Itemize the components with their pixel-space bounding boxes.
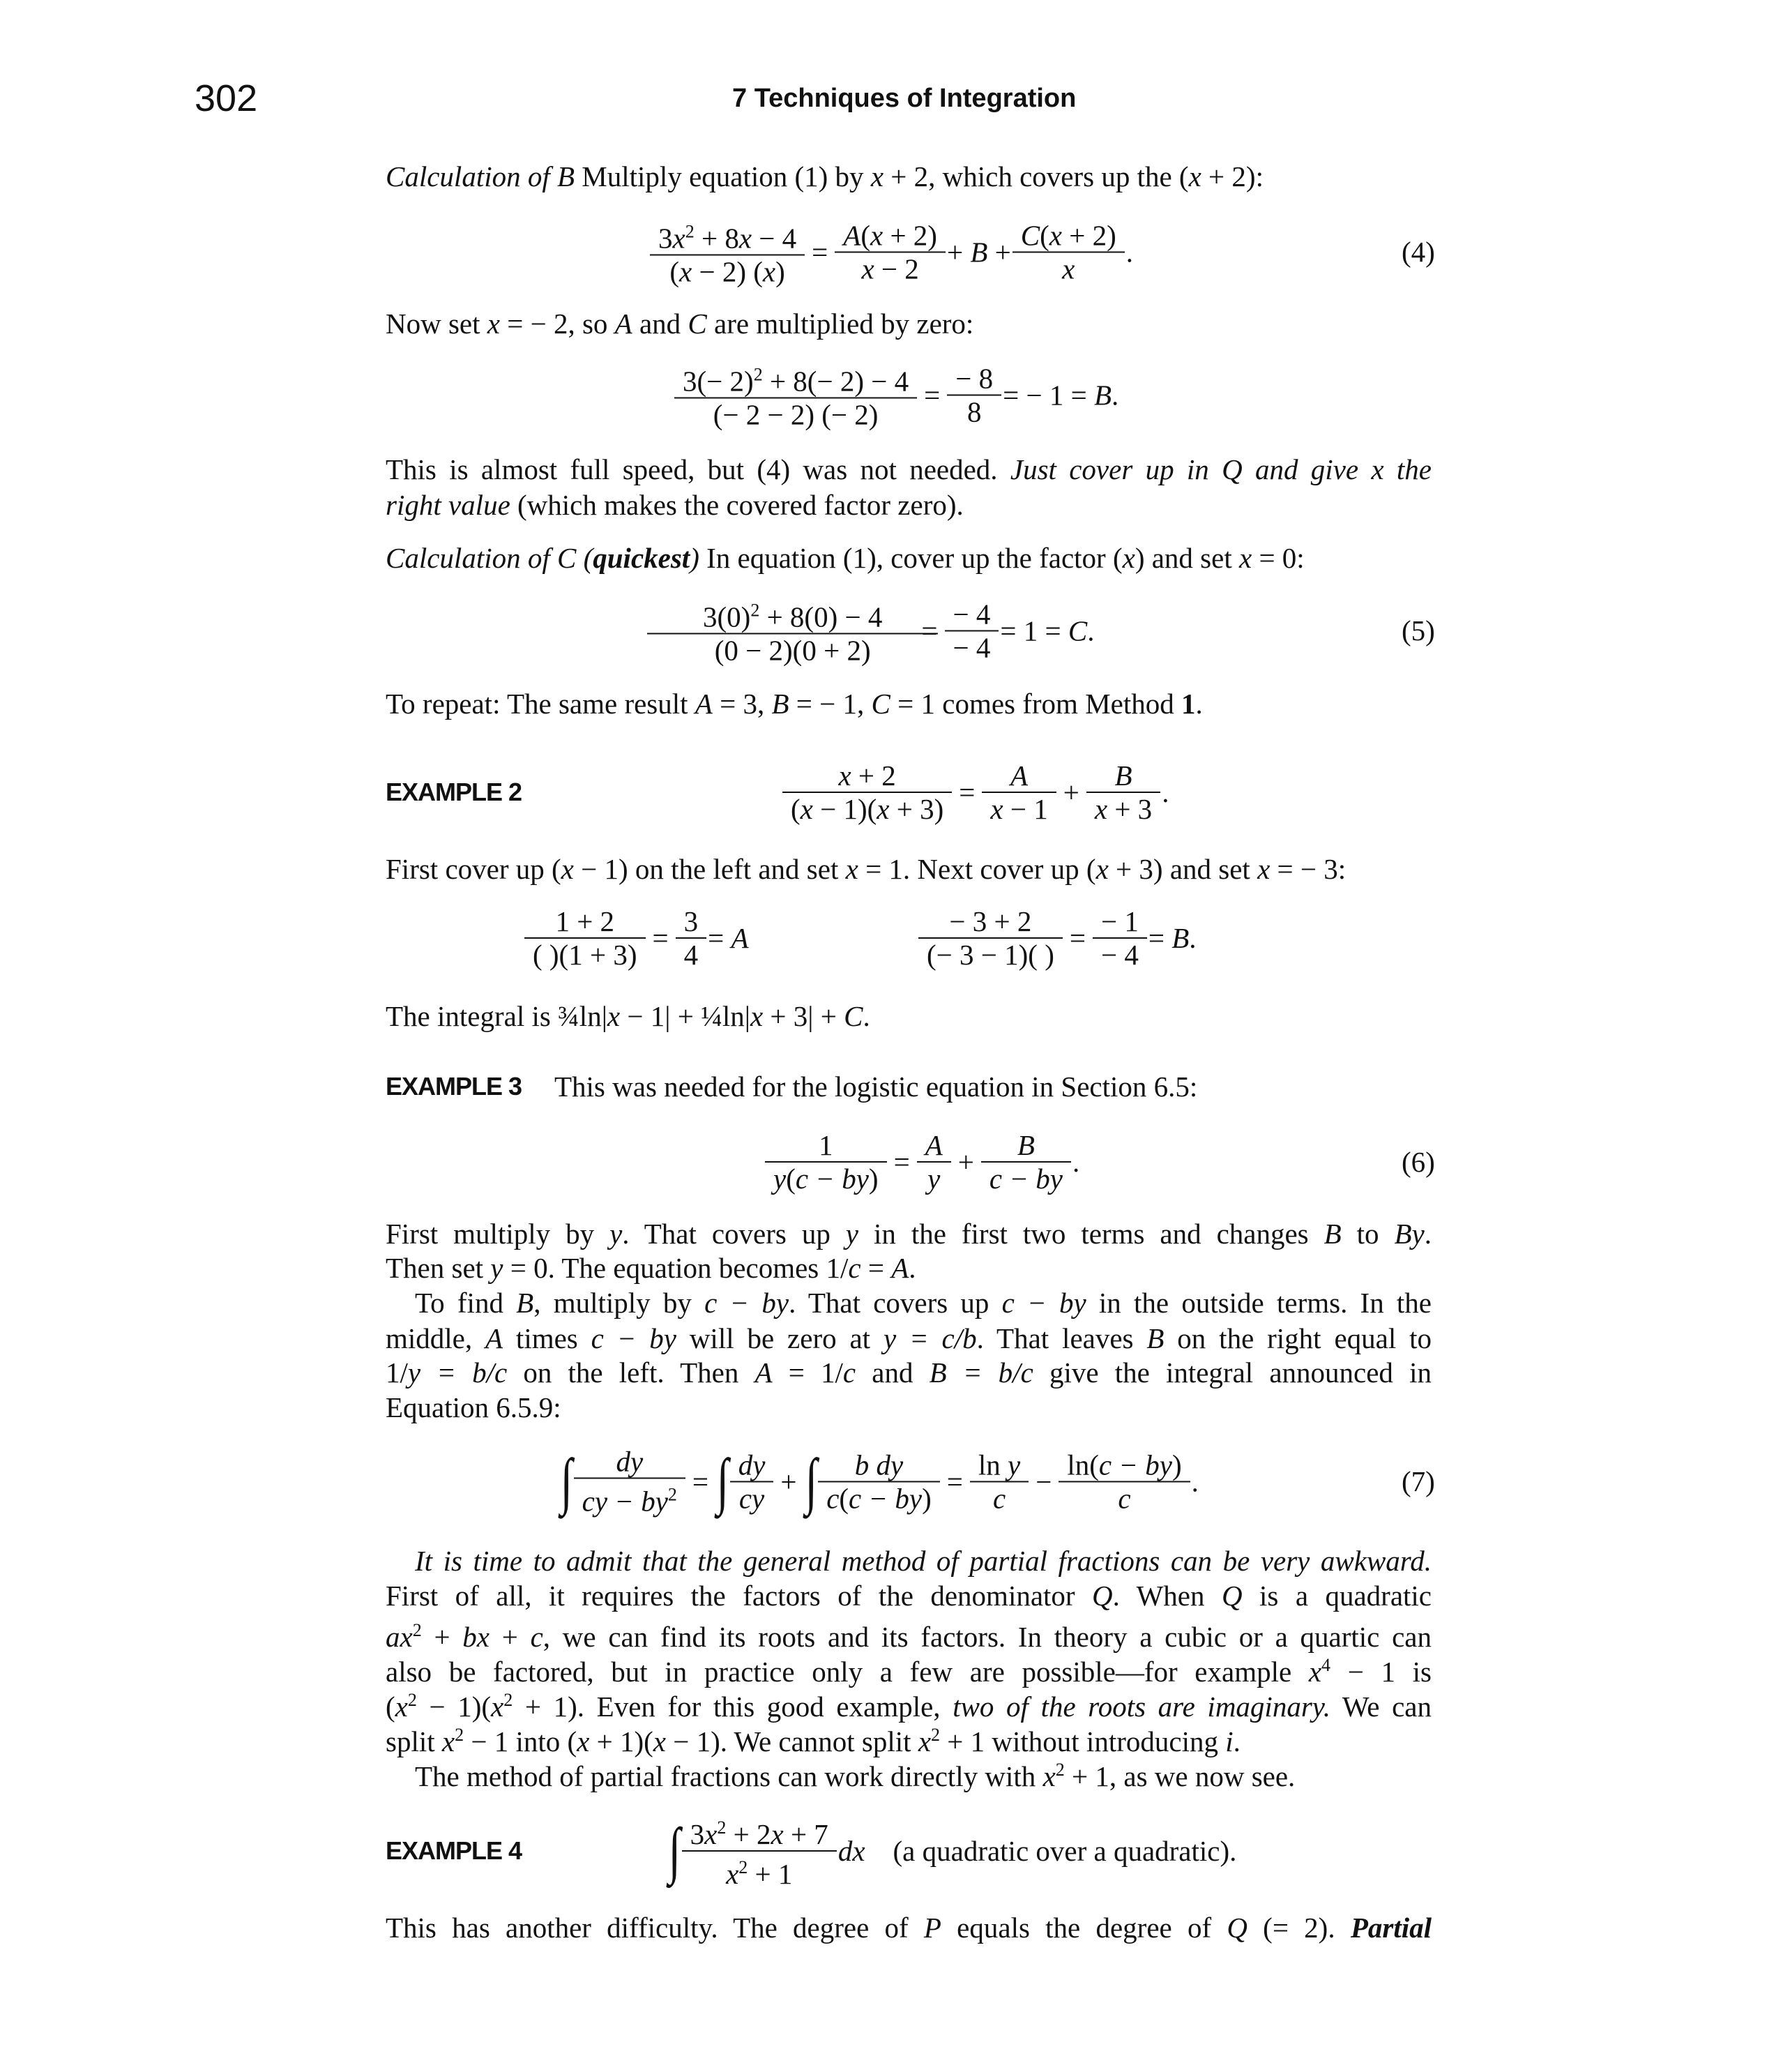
- text-run: middle,: [386, 1322, 485, 1354]
- text-run: two of the roots are imaginary.: [953, 1691, 1330, 1723]
- text-run: x: [1094, 793, 1108, 825]
- text-run: c: [1118, 1482, 1131, 1514]
- text-run: + 3): [889, 793, 944, 825]
- text-run: y: [1008, 1449, 1021, 1481]
- text-run: dx: [837, 1835, 865, 1867]
- text-run: 2: [407, 1690, 417, 1710]
- text-run: bx: [462, 1621, 490, 1653]
- text-run: are multiplied by zero:: [706, 308, 974, 340]
- text-run: y: [845, 1218, 858, 1250]
- equation-number: (5): [1402, 614, 1435, 646]
- text-run: A: [754, 1356, 773, 1389]
- text-run: c − by: [849, 1482, 923, 1514]
- text-run: x: [1095, 853, 1109, 885]
- text-run: This was needed for the logistic equation in Section 6.5:: [554, 1071, 1198, 1103]
- text-run: 1/: [386, 1356, 408, 1389]
- text-run: (− 3 − 1)( ): [927, 939, 1054, 971]
- text-run: + 1). Even for this good example,: [513, 1691, 953, 1723]
- text-run: c: [848, 1252, 861, 1284]
- text-run: x: [1042, 1760, 1056, 1792]
- text-run: − 1 into (: [464, 1725, 577, 1757]
- text-run: 2: [455, 1725, 464, 1745]
- text-run: x: [679, 255, 692, 288]
- equation-4: $\frac{3x^2 + 8x - 4}{(x - 2) (x)}$ = $\frac{A(x + 2)}{x - 2}$ + B + $\frac{C(x + 2)}{x}$ .: [649, 216, 1133, 288]
- text-run: = 0:: [1252, 542, 1305, 574]
- text-run: cy: [738, 1482, 765, 1514]
- text-run: in the first two terms and changes: [858, 1218, 1324, 1250]
- text-run: B: [1114, 759, 1132, 792]
- text-run: + 3) and set: [1108, 853, 1258, 885]
- text-run: First multiply by: [386, 1218, 610, 1250]
- text-line: [554, 1069, 1391, 1104]
- text-run: + 8(0) − 4: [759, 600, 883, 633]
- text-run: = 1 comes from Method: [890, 688, 1181, 720]
- text-run: Calculation of B: [386, 160, 575, 192]
- text-run: x: [870, 160, 884, 192]
- text-run: A: [614, 308, 632, 340]
- text-run: = − 2, so: [499, 308, 615, 340]
- text-run: C: [844, 1000, 863, 1032]
- text-run: = − 3:: [1270, 853, 1347, 885]
- text-run: To repeat: The same result: [386, 688, 695, 720]
- text-run: c − by: [1001, 1287, 1086, 1319]
- text-line: [415, 1285, 1432, 1320]
- text-run: x: [762, 255, 776, 288]
- text-run: y: [927, 1163, 941, 1195]
- text-run: C: [871, 688, 890, 720]
- text-run: c − by: [1098, 1449, 1172, 1481]
- text-run: 8: [966, 395, 982, 428]
- text-line: [415, 1753, 1461, 1792]
- text-run: Now set: [386, 308, 487, 340]
- text-run: y = b/c: [407, 1356, 508, 1389]
- text-run: C: [688, 308, 707, 340]
- text-run: x: [877, 793, 890, 825]
- text-run: 3(0): [703, 600, 751, 633]
- text-run: − 1)(: [416, 1691, 492, 1723]
- text-run: B: [1094, 379, 1112, 411]
- text-run: + 8: [694, 222, 739, 255]
- text-run: B: [516, 1287, 534, 1319]
- text-run: quickest: [593, 542, 690, 574]
- text-line: [386, 1216, 1432, 1251]
- text-run: x: [800, 793, 813, 825]
- text-run: on the right equal to: [1164, 1322, 1432, 1354]
- text-line: [386, 1910, 1432, 1945]
- text-run: This is almost full speed, but (4) was not needed.: [386, 453, 1010, 485]
- text-run: − 3 + 2: [949, 905, 1032, 937]
- text-run: = − 1 =: [1003, 379, 1094, 411]
- text-run: + 8(− 2) − 4: [762, 365, 909, 398]
- equation-cover-b: $\frac{- 3 + 2}{(- 3 - 1)( )}$ = $\frac{- 1}{- 4}$ = B.: [917, 905, 1197, 971]
- text-run: A: [1010, 759, 1029, 792]
- text-run: Q: [1221, 1580, 1243, 1612]
- text-run: ( )(1 + 3): [533, 939, 637, 971]
- text-run: ): [1171, 1449, 1182, 1481]
- text-run: x: [1049, 219, 1062, 251]
- text-run: This has another difficulty. The degree of: [386, 1912, 924, 1944]
- text-run: 1 + 2: [555, 905, 615, 937]
- text-run: ): [868, 1163, 879, 1195]
- text-run: In equation (1), cover up the factor (: [699, 542, 1123, 574]
- text-run: + 2, which covers up the (: [883, 160, 1189, 192]
- text-run: (: [786, 1163, 796, 1195]
- text-run: − 2: [874, 252, 919, 285]
- text-run: Then set: [386, 1252, 491, 1284]
- text-run: 2: [738, 1857, 748, 1877]
- text-run: c: [530, 1621, 543, 1653]
- text-run: x: [918, 1725, 932, 1757]
- calc-c-line: [386, 540, 1432, 575]
- text-run: 2: [753, 364, 763, 385]
- text-run: ax: [386, 1621, 413, 1653]
- text-run: = 1 =: [1000, 614, 1068, 646]
- page-number: 302: [195, 77, 258, 119]
- text-run: .: [1233, 1725, 1241, 1757]
- text-run: x: [870, 219, 883, 251]
- text-run: 2: [503, 1690, 513, 1710]
- example-4-label: EXAMPLE 4: [386, 1836, 522, 1865]
- text-run: (− 2 − 2) (− 2): [713, 398, 879, 431]
- integral-sign: ∫: [560, 1446, 572, 1515]
- text-run: B = b/c: [929, 1356, 1033, 1389]
- text-run: It is time to admit that the general method of partial fractions can be very awkward.: [415, 1545, 1432, 1577]
- equation-cover-a: $\frac{1 + 2}{( )(1 + 3)}$ = $\frac{3}{4}$ = A: [523, 905, 749, 971]
- text-run: x: [1062, 252, 1075, 285]
- text-run: .: [1189, 922, 1197, 954]
- text-run: − 1| + ¼ln|: [620, 1000, 750, 1032]
- text-run: B: [771, 688, 789, 720]
- text-run: =: [860, 1252, 892, 1284]
- text-run: c: [842, 1356, 856, 1389]
- equation-example-4: ∫ $\frac{3x^2 + 2x + 7}{x^2 + 1}$ dx (a quadratic over a quadratic).: [666, 1812, 1236, 1890]
- text-run: x: [845, 853, 858, 885]
- integral-sign: ∫: [805, 1446, 817, 1515]
- text-run: B: [1323, 1218, 1342, 1250]
- text-run: ): [922, 1482, 932, 1514]
- text-run: (: [669, 255, 680, 288]
- text-run: .: [1424, 1218, 1432, 1250]
- text-run: x: [491, 1691, 504, 1723]
- integral-sign: ∫: [668, 1816, 681, 1885]
- text-run: will be zero at: [676, 1322, 883, 1354]
- text-run: − 4: [752, 222, 797, 255]
- text-line: [386, 1355, 1432, 1390]
- text-run: (: [860, 219, 870, 251]
- equation-7: ∫ $\frac{dy}{cy - by^2}$ = ∫ $\frac{dy}{cy}$ + ∫ $\frac{\text{b dy}}{c(c - by)}$ = $\frac{\text{ln y}}{c}$ − $\frac{\ln(c - by)}{c}$ .: [560, 1445, 1199, 1518]
- text-run: − 2) (: [692, 255, 763, 288]
- text-run: .: [909, 1252, 916, 1284]
- text-line: [386, 1250, 1432, 1285]
- text-run: . That covers up: [789, 1287, 1002, 1319]
- text-run: x: [1238, 542, 1252, 574]
- text-run: , multiply by: [533, 1287, 705, 1319]
- text-run: = 0. The equation becomes 1/: [503, 1252, 849, 1284]
- text-run: First of all, it requires the factors of the denominator: [386, 1580, 1093, 1612]
- text-run: (: [791, 793, 801, 825]
- now-set-line: [386, 306, 1432, 341]
- text-run: ) and set: [1135, 542, 1239, 574]
- text-run: 4: [683, 939, 699, 971]
- text-run: − 1 is: [1330, 1656, 1432, 1688]
- text-run: A: [485, 1322, 503, 1354]
- text-run: +: [421, 1621, 463, 1653]
- text-run: =: [1148, 922, 1172, 954]
- text-run: Partial: [1350, 1912, 1432, 1944]
- text-run: ): [775, 255, 785, 288]
- text-run: B: [1017, 1129, 1035, 1161]
- text-run: .: [1195, 688, 1203, 720]
- text-run: A: [843, 219, 861, 251]
- text-run: C: [1068, 614, 1088, 646]
- text-run: give the integral announced in: [1033, 1356, 1432, 1389]
- text-run: (= 2).: [1247, 1912, 1351, 1944]
- text-run: 2: [1055, 1760, 1065, 1780]
- text-run: y: [773, 1163, 787, 1195]
- text-run: Equation 6.5.9:: [386, 1391, 561, 1423]
- text-run: cy − by: [582, 1485, 668, 1518]
- text-run: − 1: [1003, 793, 1048, 825]
- text-run: + 1, as we now see.: [1064, 1760, 1296, 1792]
- equation-5: $\frac{3(0)^2 + 8(0) - 4}{(0 - 2)(0 + 2)}$ = $\frac{- 4}{- 4}$ = 1 = C.: [669, 595, 1094, 667]
- text-run: ln: [978, 1449, 1008, 1481]
- text-line: [386, 1718, 1432, 1757]
- text-run: x: [750, 1000, 764, 1032]
- text-run: +: [987, 236, 1011, 268]
- text-run: A: [695, 688, 713, 720]
- text-line: [386, 1321, 1432, 1356]
- text-run: y: [609, 1218, 623, 1250]
- equation-number: (4): [1402, 236, 1435, 268]
- text-run: + 1 without introducing: [940, 1725, 1226, 1757]
- text-run: right value: [386, 489, 510, 521]
- text-run: x: [577, 1725, 590, 1757]
- text-run: (: [1040, 219, 1049, 251]
- text-run: ln(: [1067, 1449, 1099, 1481]
- text-line: [386, 1683, 1432, 1723]
- text-run: 3: [683, 905, 699, 937]
- text-run: c − by: [591, 1322, 676, 1354]
- text-run: dy: [616, 1445, 644, 1478]
- text-run: − 4: [953, 598, 991, 630]
- text-run: equals the degree of: [941, 1912, 1227, 1944]
- text-run: +: [490, 1621, 531, 1653]
- text-line: [386, 452, 1432, 487]
- text-run: 3: [690, 1818, 705, 1850]
- text-run: +: [946, 236, 971, 268]
- text-run: .: [863, 1000, 870, 1032]
- text-run: to: [1341, 1218, 1395, 1250]
- equation-6: $\frac{1}{y(c - by)}$ = $\frac{A}{y}$ + $\frac{B}{c - by}$ .: [764, 1129, 1079, 1195]
- text-run: 2: [412, 1620, 422, 1640]
- text-run: We can: [1330, 1691, 1432, 1723]
- text-run: x: [1188, 160, 1201, 192]
- text-line: [386, 1613, 1432, 1653]
- text-run: A: [731, 922, 749, 954]
- text-run: =: [708, 922, 731, 954]
- text-run: , we can find its roots and its factors. In theory a cubic or a quartic can: [543, 1621, 1432, 1653]
- text-run: + 7: [783, 1818, 828, 1850]
- text-run: c − by: [989, 1163, 1063, 1195]
- text-run: + 3: [1107, 793, 1153, 825]
- text-run: x: [838, 759, 851, 792]
- text-run: B: [1146, 1322, 1165, 1354]
- text-line: [386, 1648, 1432, 1688]
- text-run: and: [856, 1356, 930, 1389]
- text-run: split: [386, 1725, 442, 1757]
- text-run: . When: [1112, 1580, 1222, 1612]
- text-line: [386, 852, 1432, 886]
- text-run: 2: [750, 600, 760, 621]
- text-run: − 1)(: [812, 793, 877, 825]
- text-run: 3: [658, 222, 673, 255]
- integral-sign: ∫: [716, 1446, 729, 1515]
- text-run: = − 1,: [789, 688, 872, 720]
- text-run: y = c/b: [883, 1322, 977, 1354]
- text-run: dy: [738, 1449, 766, 1481]
- text-run: − 1: [1100, 905, 1139, 937]
- text-run: B: [1171, 922, 1190, 954]
- text-line: [386, 999, 1432, 1034]
- text-line: [386, 487, 1432, 522]
- text-run: Q: [1227, 1912, 1247, 1944]
- text-run: + 2): [883, 219, 937, 251]
- text-run: x: [990, 793, 1003, 825]
- text-run: + 3| +: [763, 1000, 844, 1032]
- text-run: ): [690, 542, 699, 574]
- text-run: 2: [931, 1725, 941, 1745]
- text-run: + 2): [1061, 219, 1116, 251]
- text-run: A: [891, 1252, 909, 1284]
- text-run: c: [992, 1482, 1006, 1514]
- text-run: = 3,: [712, 688, 772, 720]
- text-run: P: [923, 1912, 941, 1944]
- text-run: − 1) on the left and set: [573, 853, 846, 885]
- text-run: The method of partial fractions can work directly with: [415, 1760, 1043, 1792]
- text-run: . That leaves: [976, 1322, 1147, 1354]
- text-run: − 4: [1100, 939, 1139, 971]
- equation-number: (6): [1402, 1146, 1435, 1178]
- text-run: First cover up (: [386, 853, 561, 885]
- equation-b: $\frac{3(- 2)^2 + 8(- 2) - 4}{(- 2 - 2) (- 2)}$ = $\frac{- 8}{8}$ = − 1 = B.: [673, 359, 1118, 431]
- text-run: x: [672, 222, 685, 255]
- text-run: Q: [1092, 1580, 1113, 1612]
- text-run: .: [1087, 614, 1095, 646]
- text-run: c: [826, 1482, 840, 1514]
- text-run: 1: [1181, 688, 1196, 720]
- text-run: x: [771, 1818, 784, 1850]
- text-run: times: [503, 1322, 591, 1354]
- text-run: = 1. Next cover up (: [858, 853, 1096, 885]
- text-run: 2: [685, 221, 695, 242]
- text-line: [386, 686, 1432, 721]
- text-run: x: [704, 1818, 718, 1850]
- text-run: x: [653, 1725, 666, 1757]
- text-line: [386, 1390, 1432, 1425]
- calc-b-line: [386, 159, 1432, 194]
- equation-example-2: $\frac{x + 2}{(x - 1)(x + 3)}$ = $\frac{A}{x - 1}$ + $\frac{B}{x + 3}$ .: [781, 759, 1169, 825]
- text-run: = 1/: [772, 1356, 843, 1389]
- text-run: A: [925, 1129, 943, 1161]
- text-run: Calculation of C (: [386, 542, 593, 574]
- text-run: (0 − 2)(0 + 2): [714, 634, 871, 667]
- text-run: x: [738, 222, 752, 255]
- text-run: x: [861, 252, 874, 285]
- text-line: [415, 1543, 1432, 1578]
- text-run: + 2: [851, 759, 896, 792]
- example-2-label: EXAMPLE 2: [386, 778, 522, 806]
- text-run: Just cover up in Q and give x the: [1010, 453, 1432, 485]
- text-run: x: [1308, 1656, 1322, 1688]
- text-run: B: [970, 236, 988, 268]
- text-run: To find: [415, 1287, 517, 1319]
- text-run: 1: [819, 1129, 833, 1161]
- text-run: 2: [667, 1484, 677, 1505]
- text-run: Multiply equation (1) by: [575, 160, 871, 192]
- example-3-label: EXAMPLE 3: [386, 1072, 522, 1101]
- text-run: x: [487, 308, 500, 340]
- text-run: C: [1020, 219, 1040, 251]
- text-run: The integral is ¾ln|: [386, 1000, 607, 1032]
- text-run: x: [561, 853, 574, 885]
- text-run: 3(− 2): [683, 365, 754, 398]
- text-run: in the outside terms. In the: [1086, 1287, 1432, 1319]
- text-run: c − by: [704, 1287, 789, 1319]
- text-run: + 1: [748, 1858, 793, 1890]
- text-run: (: [386, 1691, 395, 1723]
- text-run: . That covers up: [622, 1218, 846, 1250]
- text-run: .: [1112, 379, 1119, 411]
- equation-number: (7): [1402, 1465, 1435, 1497]
- text-run: (: [839, 1482, 849, 1514]
- text-run: x: [441, 1725, 455, 1757]
- text-run: x: [1122, 542, 1135, 574]
- text-run: By: [1394, 1218, 1425, 1250]
- text-run: c − by: [795, 1163, 869, 1195]
- text-run: also be factored, but in practice only a few are possible—for example: [386, 1656, 1309, 1688]
- text-run: − 4: [953, 631, 991, 663]
- text-run: − 1). We cannot split: [666, 1725, 918, 1757]
- text-run: is a quadratic: [1242, 1580, 1432, 1612]
- running-title: 7 Techniques of Integration: [732, 84, 1077, 113]
- text-run: on the left. Then: [507, 1356, 755, 1389]
- text-run: 2: [717, 1817, 727, 1838]
- text-run: x: [395, 1691, 408, 1723]
- text-run: x: [726, 1858, 739, 1890]
- text-run: + 2):: [1201, 160, 1264, 192]
- text-run: i: [1225, 1725, 1234, 1757]
- text-run: + 1)(: [589, 1725, 653, 1757]
- text-run: + 2: [726, 1818, 771, 1850]
- text-run: − 8: [955, 362, 994, 394]
- text-run: b dy: [854, 1449, 904, 1481]
- text-line: [386, 1578, 1432, 1613]
- text-run: 4: [1321, 1655, 1331, 1675]
- text-run: x: [607, 1000, 621, 1032]
- text-run: (which makes the covered factor zero).: [510, 489, 964, 521]
- text-run: y: [490, 1252, 503, 1284]
- text-run: and: [632, 308, 688, 340]
- text-run: x: [1257, 853, 1271, 885]
